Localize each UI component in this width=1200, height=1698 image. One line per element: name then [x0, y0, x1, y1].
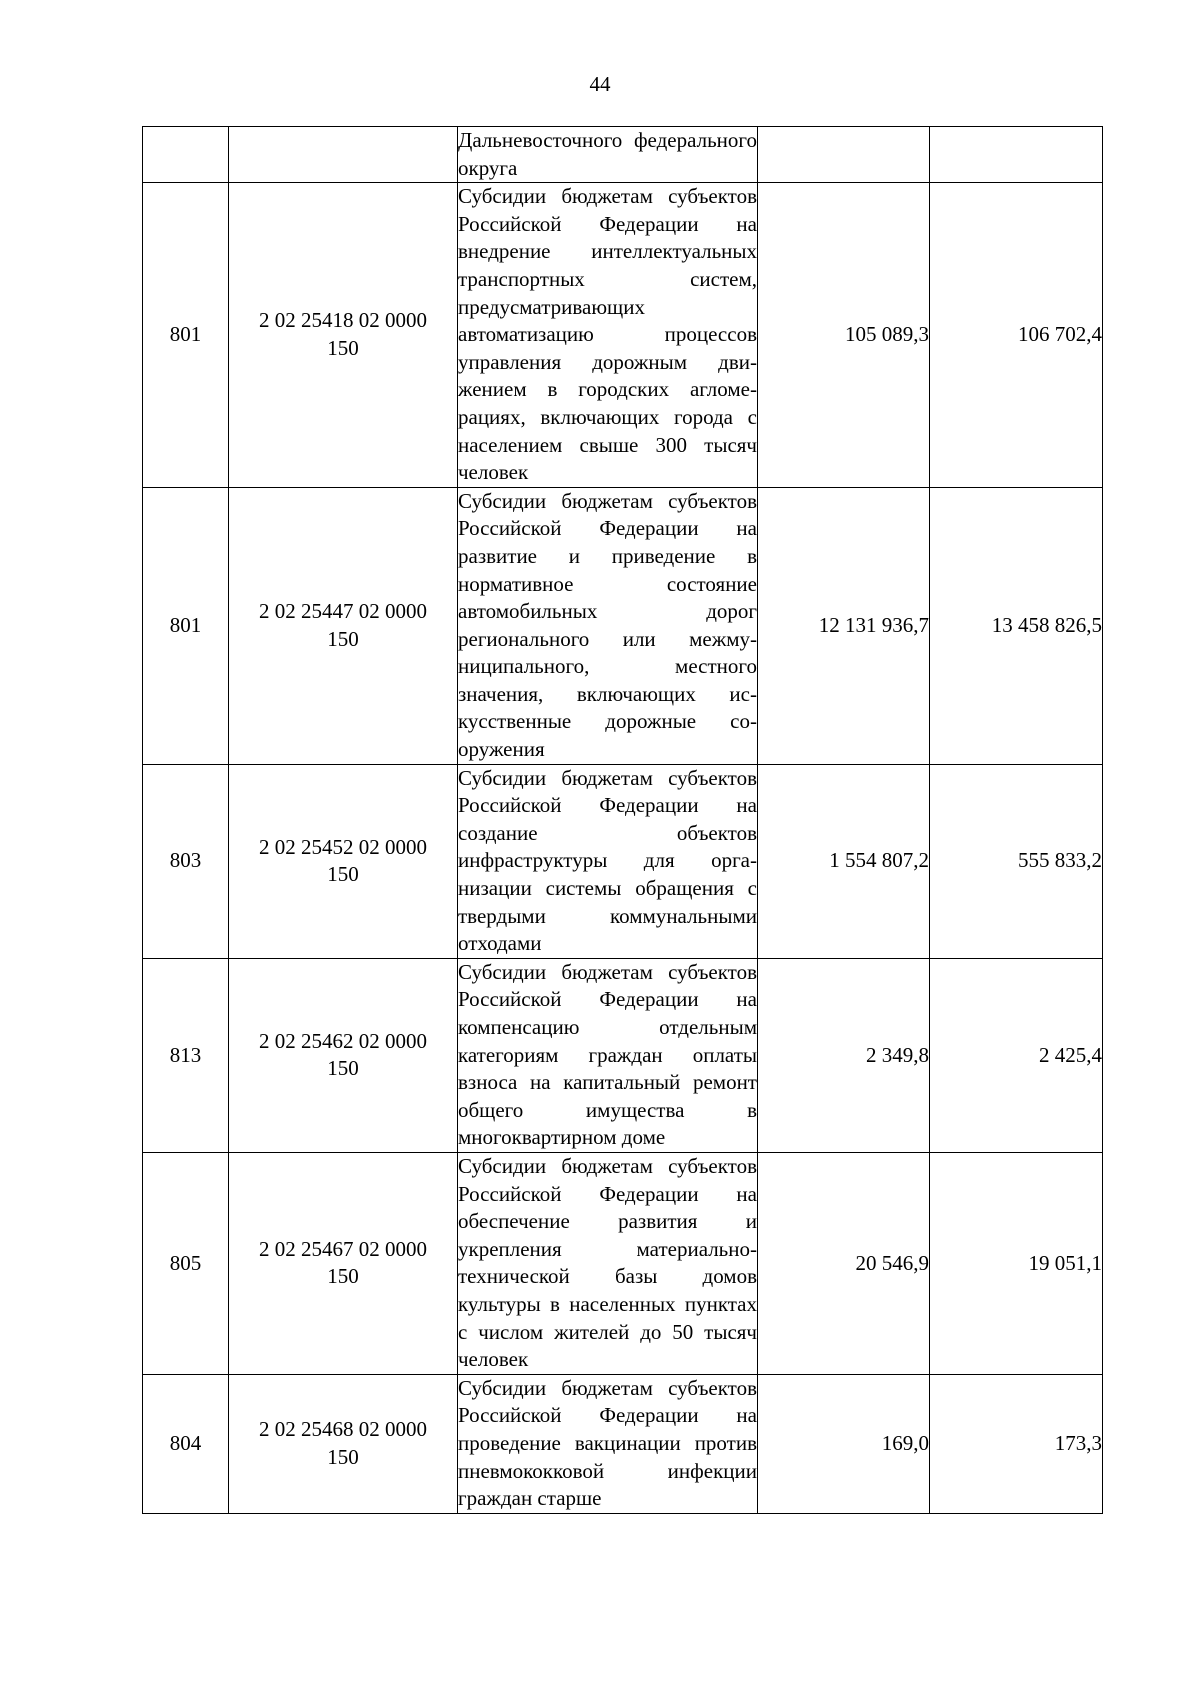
budget-code-cell — [229, 1374, 458, 1513]
budget-code-line1: 2 02 25447 02 0000 — [259, 599, 427, 624]
budget-code-line1: 2 02 25462 02 0000 — [259, 1028, 427, 1053]
budget-code-line1: 2 02 25467 02 0000 — [259, 1236, 427, 1261]
page-number: 44 — [589, 72, 611, 96]
revenue-name-cell: Дальневосточного федерального округа — [458, 127, 758, 183]
value-year1-cell: 169,0 — [758, 1374, 930, 1513]
revenue-name-cell: Субсидии бюджетам субъектов Российской Федерации на компенсацию отдельным категориям граждан оплаты взноса на капитальный ремонт общего имущества в многоквартирном доме — [458, 958, 758, 1152]
admin-code-cell: 803 — [143, 764, 229, 958]
budget-code-cell — [229, 764, 458, 958]
table-row — [143, 487, 1103, 764]
revenue-name-cell: Субсидии бюджетам субъектов Российской Федерации на проведение вакцинации против пневмококковой инфекции граждан старше — [458, 1374, 758, 1513]
table-row — [143, 1374, 1103, 1513]
table-row — [143, 764, 1103, 958]
revenue-name-cell: Субсидии бюджетам субъектов Российской Федерации на обеспечение развития и укрепления материально-технической базы домов культуры в населенных пунктах с числом жителей до 50 тысяч человек — [458, 1152, 758, 1374]
budget-code-line2: 150 — [327, 862, 359, 887]
revenue-name-cell: Субсидии бюджетам субъектов Российской Федерации на внедрение интеллектуальных транспортных систем, предусматривающих автоматизацию процессов управления дорожным движением в городских агломерациях, включающих города с населением свыше 300 тысяч человек — [458, 183, 758, 488]
budget-code-line2: 150 — [327, 626, 359, 651]
table-row — [143, 183, 1103, 488]
budget-code-cell — [229, 1152, 458, 1374]
value-year2-cell: 555 833,2 — [930, 764, 1103, 958]
admin-code-cell: 805 — [143, 1152, 229, 1374]
value-year1-cell: 20 546,9 — [758, 1152, 930, 1374]
value-year1-cell: 1 554 807,2 — [758, 764, 930, 958]
revenue-name-cell: Субсидии бюджетам субъектов Российской Федерации на создание объектов инфраструктуры для организации системы обращения с твердыми коммунальными отходами — [458, 764, 758, 958]
value-year2-cell: 19 051,1 — [930, 1152, 1103, 1374]
value-year1-cell: 2 349,8 — [758, 958, 930, 1152]
value-year2-cell: 173,3 — [930, 1374, 1103, 1513]
value-year2-cell: 2 425,4 — [930, 958, 1103, 1152]
budget-code-line1: 2 02 25452 02 0000 — [259, 834, 427, 859]
budget-code-line2: 150 — [327, 1056, 359, 1081]
revenue-name-cell: Субсидии бюджетам субъектов Российской Федерации на развитие и приведение в нормативное состояние автомобильных дорог регионального или межмуниципального, местного значения, включающих искусственные дорожные сооружения — [458, 487, 758, 764]
table-row — [143, 958, 1103, 1152]
table-row — [143, 1152, 1103, 1374]
budget-code-line2: 150 — [327, 335, 359, 360]
value-year1-cell — [758, 127, 930, 183]
budget-code-cell — [229, 958, 458, 1152]
budget-code-line2: 150 — [327, 1444, 359, 1469]
budget-code-cell — [229, 183, 458, 488]
table-row — [143, 127, 1103, 183]
value-year2-cell: 13 458 826,5 — [930, 487, 1103, 764]
admin-code-cell: 801 — [143, 183, 229, 488]
value-year1-cell: 105 089,3 — [758, 183, 930, 488]
budget-code-cell — [229, 487, 458, 764]
admin-code-cell: 813 — [143, 958, 229, 1152]
admin-code-cell: 804 — [143, 1374, 229, 1513]
budget-code-line1: 2 02 25468 02 0000 — [259, 1417, 427, 1442]
budget-code-line2: 150 — [327, 1264, 359, 1289]
value-year2-cell — [930, 127, 1103, 183]
budget-code-line1: 2 02 25418 02 0000 — [259, 308, 427, 333]
budget-table — [142, 126, 1103, 1514]
value-year1-cell: 12 131 936,7 — [758, 487, 930, 764]
budget-code-cell — [229, 127, 458, 183]
value-year2-cell: 106 702,4 — [930, 183, 1103, 488]
admin-code-cell — [143, 127, 229, 183]
admin-code-cell: 801 — [143, 487, 229, 764]
